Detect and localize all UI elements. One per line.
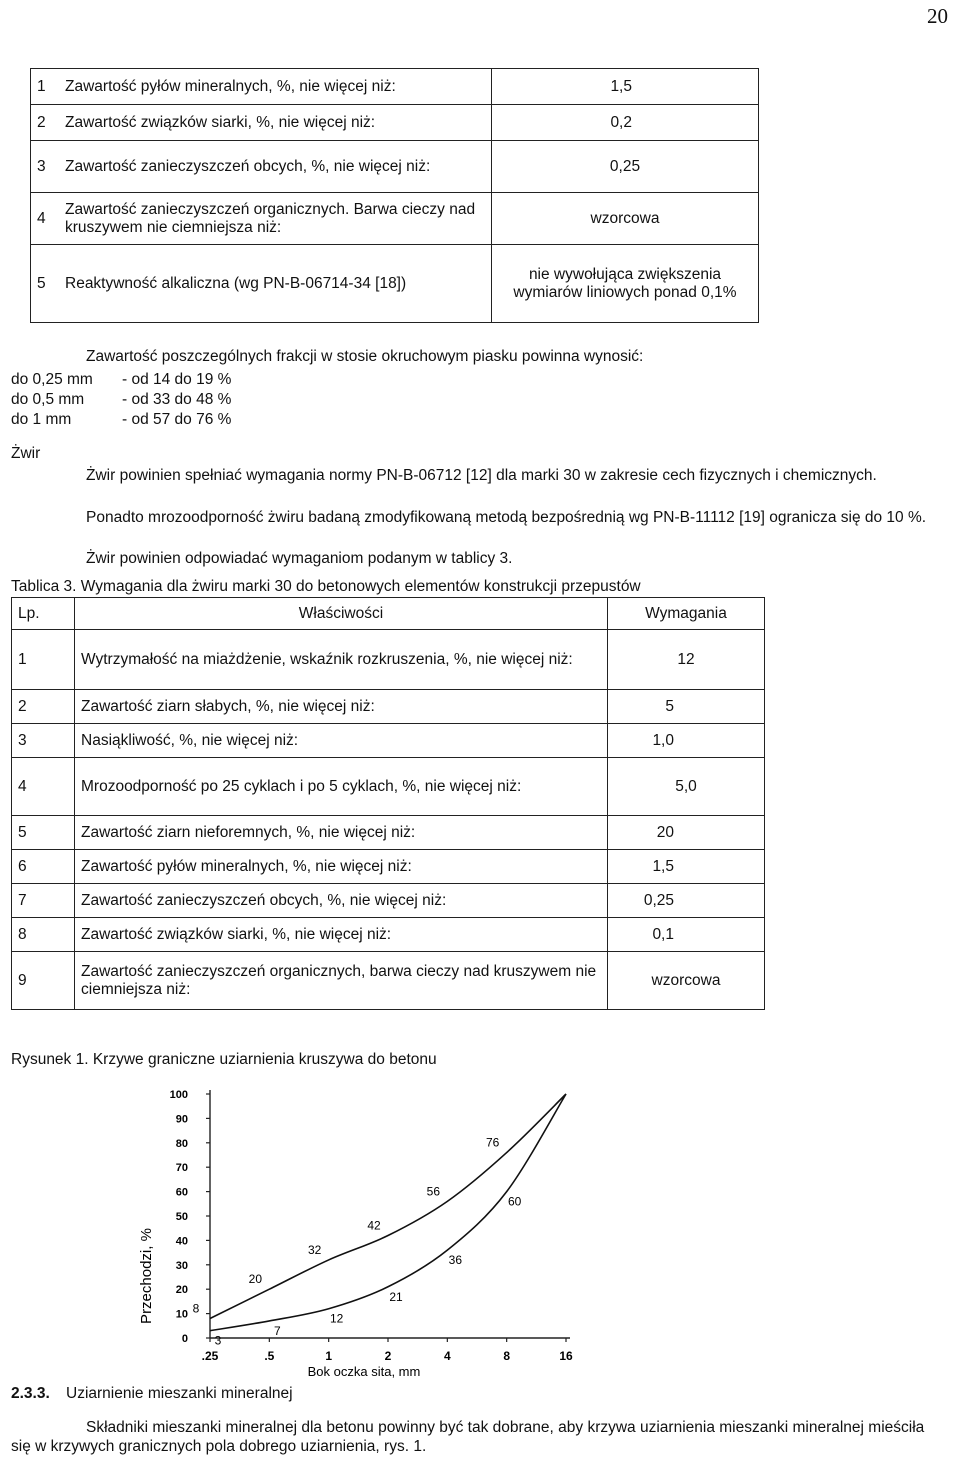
row-number: 3 [31, 141, 60, 193]
figure-caption: Rysunek 1. Krzywe graniczne uziarnienia kruszywa do betonu [11, 1051, 437, 1068]
row-number: 7 [12, 884, 75, 918]
page-number: 20 [927, 4, 948, 28]
x-tick-label: 1 [325, 1349, 333, 1363]
table-row [31, 105, 759, 141]
fractions-intro: Zawartość poszczególnych frakcji w stosie okruchowym piasku powinna wynosić: [86, 348, 644, 365]
value-cell: 5 [608, 690, 765, 724]
value-cell: 12 [608, 630, 765, 690]
x-tick-label: .25 [201, 1349, 219, 1363]
data-label-upper: 8 [192, 1301, 200, 1316]
paragraph: Żwir powinien spełniać wymagania normy PN-B-06712 [12] dla marki 30 w zakresie cech fizycznych i chemicznych. [86, 467, 877, 484]
row-number: 6 [12, 850, 75, 884]
table-header-row [12, 598, 765, 630]
row-number: 1 [31, 69, 60, 105]
fraction-range: - od 57 do 76 % [122, 411, 232, 428]
value-cell: 0,25 [492, 141, 759, 193]
value-cell: nie wywołująca zwiększenia wymiarów liniowych ponad 0,1% [492, 245, 759, 323]
property-cell: Zawartość pyłów mineralnych, %, nie więcej niż: [59, 69, 492, 105]
value-cell: wzorcowa [608, 952, 765, 1010]
value-cell: 0,2 [492, 105, 759, 141]
row-number: 9 [12, 952, 75, 1010]
y-tick-label: 90 [175, 1113, 188, 1126]
y-axis-label: Przechodzi, % [138, 1228, 155, 1324]
property-cell: Zawartość zanieczyszczeń obcych, %, nie więcej niż: [75, 884, 608, 918]
value-cell: wzorcowa [492, 193, 759, 245]
x-tick-label: 2 [384, 1349, 392, 1363]
data-label-lower: 3 [214, 1333, 222, 1348]
list-item [11, 410, 311, 430]
table-row [12, 850, 765, 884]
table-row [12, 758, 765, 816]
x-tick-label: 4 [443, 1349, 451, 1363]
table-row [31, 141, 759, 193]
table-row [12, 816, 765, 850]
table-row [12, 884, 765, 918]
series-line-lower [210, 1094, 566, 1331]
table-caption: Tablica 3. Wymagania dla żwiru marki 30 do betonowych elementów konstrukcji przepustów [11, 578, 641, 595]
property-cell: Zawartość zanieczyszczeń obcych, %, nie więcej niż: [59, 141, 492, 193]
column-header: Lp. [12, 598, 75, 630]
property-cell: Zawartość pyłów mineralnych, %, nie więcej niż: [75, 850, 608, 884]
y-tick-label: 0 [181, 1333, 188, 1345]
row-number: 2 [31, 105, 60, 141]
row-number: 1 [12, 630, 75, 690]
table-row [31, 245, 759, 323]
column-header: Wymagania [608, 598, 765, 630]
property-cell: Zawartość zanieczyszczeń organicznych. Barwa cieczy nad kruszywem nie ciemniejsza niż: [59, 193, 492, 245]
value-cell: 20 [608, 816, 765, 850]
table-row [12, 918, 765, 952]
fractions-list [11, 370, 311, 430]
data-label-upper: 56 [426, 1184, 441, 1199]
property-cell: Zawartość zanieczyszczeń organicznych, barwa cieczy nad kruszywem nie ciemniejsza niż: [75, 952, 608, 1010]
property-cell: Mrozoodporność po 25 cyklach i po 5 cyklach, %, nie więcej niż: [75, 758, 608, 816]
row-number: 4 [31, 193, 60, 245]
paragraph: Żwir powinien odpowiadać wymaganiom podanym w tablicy 3. [86, 550, 513, 567]
property-cell: Reaktywność alkaliczna (wg PN-B-06714-34 [18]) [59, 245, 492, 323]
y-tick-label: 10 [175, 1308, 188, 1321]
table-row [12, 952, 765, 1010]
table-row [12, 630, 765, 690]
fraction-size: do 0,25 mm [11, 371, 93, 388]
data-label-upper: 42 [367, 1218, 381, 1233]
section-number: 2.3.3. [11, 1385, 50, 1402]
property-cell: Zawartość związków siarki, %, nie więcej niż: [59, 105, 492, 141]
property-cell: Zawartość ziarn słabych, %, nie więcej niż: [75, 690, 608, 724]
data-label-upper: 20 [248, 1272, 263, 1287]
data-label-lower: 36 [448, 1253, 463, 1268]
column-header: Właściwości [75, 598, 608, 630]
property-cell: Zawartość ziarn nieforemnych, %, nie więcej niż: [75, 816, 608, 850]
section-title: Uziarnienie mieszanki mineralnej [66, 1385, 293, 1402]
data-label-upper: 32 [307, 1242, 322, 1257]
data-label-upper: 76 [485, 1135, 500, 1150]
chart-marks [193, 1094, 566, 1348]
section-heading-zwir: Żwir [11, 445, 41, 462]
fraction-range: - od 33 do 48 % [122, 391, 232, 408]
value-cell: 1,0 [608, 724, 765, 758]
data-label-lower: 12 [329, 1311, 344, 1326]
y-tick-label: 40 [175, 1235, 188, 1248]
value-cell: 0,1 [608, 918, 765, 952]
y-tick-label: 30 [175, 1259, 188, 1272]
property-cell: Nasiąkliwość, %, nie więcej niż: [75, 724, 608, 758]
y-tick-label: 20 [175, 1284, 188, 1297]
fraction-size: do 1 mm [11, 411, 72, 428]
x-tick-label: 16 [559, 1349, 573, 1363]
row-number: 5 [31, 245, 60, 323]
row-number: 3 [12, 724, 75, 758]
x-tick-label: .5 [264, 1349, 275, 1363]
data-label-lower: 21 [389, 1289, 403, 1304]
fraction-size: do 0,5 mm [11, 391, 85, 408]
paragraph: Ponadto mrozoodporność żwiru badaną zmodyfikowaną metodą bezpośrednią wg PN-B-11112 [19] ogranicza się do 10 %. [86, 509, 927, 526]
data-label-lower: 60 [507, 1194, 522, 1209]
x-tick-label: 8 [503, 1349, 511, 1363]
y-tick-label: 60 [175, 1186, 188, 1199]
property-cell: Wytrzymałość na miażdżenie, wskaźnik rozkruszenia, %, nie więcej niż: [75, 630, 608, 690]
value-cell: 5,0 [608, 758, 765, 816]
sand-requirements-table [30, 68, 759, 323]
gravel-requirements-table [11, 597, 765, 1010]
table-row [31, 193, 759, 245]
value-cell: 1,5 [492, 69, 759, 105]
value-cell: 0,25 [608, 884, 765, 918]
list-item [11, 390, 311, 410]
list-item [11, 370, 311, 390]
y-tick-label: 80 [175, 1137, 188, 1150]
table-row [31, 69, 759, 105]
y-tick-label: 100 [169, 1089, 188, 1101]
row-number: 8 [12, 918, 75, 952]
table-row [12, 690, 765, 724]
row-number: 4 [12, 758, 75, 816]
data-label-lower: 7 [273, 1323, 281, 1338]
property-cell: Zawartość związków siarki, %, nie więcej niż: [75, 918, 608, 952]
y-tick-label: 70 [175, 1162, 188, 1175]
fraction-range: - od 14 do 19 % [122, 371, 232, 388]
table-row [12, 724, 765, 758]
row-number: 5 [12, 816, 75, 850]
x-axis-label: Bok oczka sita, mm [307, 1364, 421, 1379]
row-number: 2 [12, 690, 75, 724]
value-cell: 1,5 [608, 850, 765, 884]
grading-curve-chart [120, 1078, 580, 1388]
paragraph: Składniki mieszanki mineralnej dla betonu powinny być tak dobrane, aby krzywa uziarnienia mieszanki mineralnej mieściła się w krzywych granicznych pola dobrego uziarnienia, rys. 1. [11, 1419, 925, 1455]
y-tick-label: 50 [175, 1211, 188, 1223]
